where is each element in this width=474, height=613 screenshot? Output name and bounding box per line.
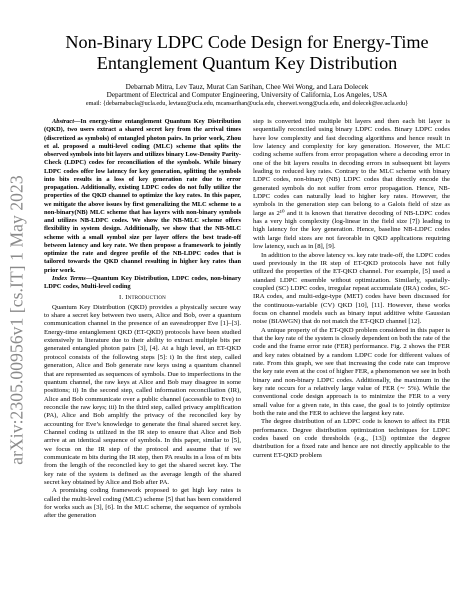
- abstract: [44, 118, 241, 275]
- section-heading-introduction: I. Introduction: [119, 294, 166, 302]
- left-column: [44, 118, 241, 521]
- abstract-lead: Abstract: [52, 118, 75, 125]
- two-column-body: [44, 118, 450, 521]
- author-list: Debarnab Mitra, Lev Tauz, Murat Can Sarihan, Chee Wei Wong, and Lara Dolecek: [125, 82, 369, 91]
- arxiv-stamp-margin: [0, 0, 34, 613]
- body-paragraph: A promising coding framework proposed to get high key rates is called the multi-level coding (MLC) scheme [5] that has been considered for works such as [3], [6]. In the MLC scheme, the sequence of symbols after the generation: [44, 487, 241, 520]
- right-column: [253, 118, 450, 521]
- index-terms-lead: Index Terms: [52, 274, 86, 282]
- body-paragraph: In addition to the above latency vs. key rate trade-off, the LDPC codes used previously in the IR step of ET-QKD protocols have not fully utilized the properties of the ET-QKD channel. For example, [5] used a standard LDPC ensemble without optimization. Similarly, spatially-coupled (SC) LDPC codes, irregular repeat accumulate (IRA) codes, SC-IRA codes, and multi-edge-type (MET) codes have been discussed for the continuous-variable (CV) QKD [10], [11]. However, these works focus on channel models such as binary input additive white Gaussian noise (BIAWGN) that do not match the ET-QKD channel [12].: [253, 251, 450, 326]
- body-paragraph: Quantum Key Distribution (QKD) provides a physically secure way to share a secret key between two users, Alice and Bob, over a quantum communication channel in the presence of an eavesdropper Eve [1]–[3]. Energy-time entanglement QKD (ET-QKD) protocols have been studied extensively in literature due to their ability to extract multiple bits per generated entangled photon pairs [3], [4]. At a high level, an ET-QKD protocol consists of the following steps [5]: i) In the first step, called generation, Alice and Bob generate raw keys using a quantum channel that are represented as sequences of symbols. Due to imperfections in the quantum channel, the raw keys at Alice and Bob may disagree in some positions; ii) In the second step, called information reconciliation (IR), Alice and Bob communicate over a public channel (accessible to Eve) to reconcile the raw keys; iii) In the third step, called privacy amplification (PA), Alice and Bob amplify the privacy of the reconciled key by accounting for Eve’s knowledge to generate the final shared secret key. Channel coding is utilized in the IR step to ensure that Alice and Bob arrive at an identical sequence of symbols. In this paper, similar to [5], we focus on the IR step of the protocol and assume that if we communicate m bits during the IR step, then PA results in a loss of m bits from the length of the reconciled key to get the shared secret key. The key rate of the system is defined as the average length of the shared secret key obtained by Alice and Bob after PA.: [44, 303, 241, 486]
- author-emails: email: {debarnabucla@ucla.edu, levtauz@ucla.edu, mcansarihan@ucla.edu, cheewei.wong@ucla.edu, and dolecek@ee.ucla.edu}: [85, 100, 409, 107]
- title-line-1: Non-Binary LDPC Code Design for Energy-Time: [65, 32, 429, 52]
- paper-page: [44, 32, 450, 521]
- index-terms: [44, 275, 241, 292]
- abstract-body: —In energy-time entanglement Quantum Key Distribution (QKD), two users extract a shared secret key from the arrival times (discretized as symbols) of entangled photon pairs. In prior work, Zhou et al. proposed a multi-level coding (MLC) scheme that splits the observed symbols into bit layers and utilizes binary Low-Density Parity-Check (LDPC) codes for reconciliation of the symbols. While binary LDPC codes offer low latency for key generation, splitting the symbols into bits results in a loss of key generation rate due to error propagation. Additionally, existing LDPC codes do not fully utilize the properties of the QKD channel to optimize the key rates. In this paper, we mitigate the above issues by first generalizing the MLC scheme to a non-binary(NB) MLC scheme that has layers with non-binary symbols and utilizes NB-LDPC codes. We show the NB-MLC scheme offers flexibility in system design. Additionally, we show that the NB-MLC scheme with a small symbol size per layer offers the best trade-off between latency and key rate. We then propose a framework to jointly optimize the rate and degree profile of the NB-LDPC codes that is tailored towards the QKD channel resulting in higher key rates than prior work.: [44, 118, 241, 274]
- body-paragraph: A unique property of the ET-QKD problem considered in this paper is that the key rate of the system is closely dependent on both the rate of the code and the frame error rate (FER) performance. Fig. 2 shows the FER and key rates obtained by a random LDPC code for different values of rate. From this graph, we see that increasing the code rate can improve the key rate even at the cost of higher FER, a phenomenon we see in both binary and non-binary LDPC codes. Additionally, the maximum in the key rate occurs for a relatively large value of FER (∼ 5%). While the conventional code design approach is to minimize the FER to a very small value for a given rate, in this case, the goal is to jointly optimize both the rate and the FER to achieve the largest key rate.: [253, 326, 450, 418]
- body-paragraph: The degree distribution of an LDPC code is known to affect its FER performance. Degree distribution optimization techniques for LDPC codes based on code thresholds (e.g., [13]) optimize the degree distribution for a fixed rate and hence are not directly applicable to the current ET-QKD problem: [253, 418, 450, 459]
- index-terms-body: —Quantum Key Distribution, LDPC codes, non-binary LDPC codes, Multi-level coding: [44, 274, 241, 290]
- body-paragraph: step is converted into multiple bit layers and then each bit layer is sequentially reconciled using binary LDPC codes. Binary LDPC codes have low complexity and fast decoding algorithms and hence result in low latency and complexity for key generation. However, the MLC coding scheme suffers from error propagation where a decoding error in one of the bit layers results in decoding errors in subsequent bit layers leading to reduced key rates. Contrary to the MLC scheme with binary LDPC codes, non-binary (NB) LDPC codes that directly encode the generated symbols do not suffer from error propagation. Hence, NB-LDPC codes can naturally lead to higher key rates. However, the symbols in the generation step can belong to a Galois field of size as large as 2¹⁰ and it is known that iterative decoding of NB-LDPC codes has a very high complexity (log-linear in the field size [7]) leading to high latency for the key generation. Hence, baseline NB-LDPC codes with large field sizes are not favorable in QKD applications requiring low latency, such as in [8], [9].: [253, 118, 450, 251]
- title-line-2: Entanglement Quantum Key Distribution: [96, 53, 398, 73]
- affiliation: Department of Electrical and Computer Engineering, University of California, Los Angeles, USA: [106, 91, 388, 99]
- paper-title: [44, 32, 450, 74]
- arxiv-stamp: arXiv:2305.00956v1 [cs.IT] 1 May 2023: [6, 175, 27, 465]
